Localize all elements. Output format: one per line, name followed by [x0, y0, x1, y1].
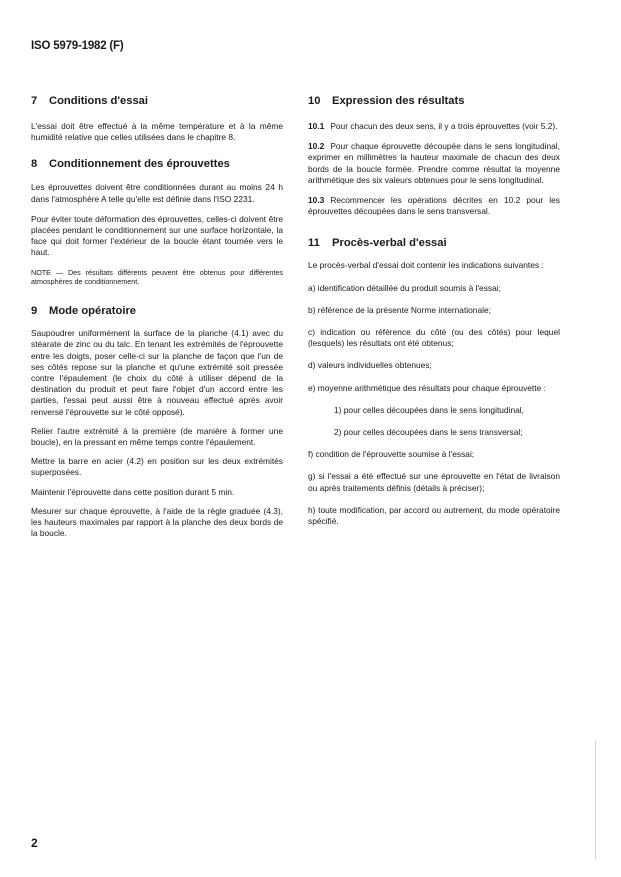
- margin-rule: [595, 740, 596, 860]
- report-item-f: f) condition de l'éprouvette soumise à l'essai;: [308, 449, 475, 460]
- left-column: [31, 94, 283, 539]
- section-8-paragraph-1: Les éprouvettes doivent être conditionnées durant au moins 24 h dans l'atmosphère A telle qu'elle est définie dans l'ISO 2231.: [31, 182, 283, 204]
- report-item-b: b) référence de la présente Norme internationale;: [308, 304, 491, 315]
- section-8-note: NOTE — Des résultats différents peuvent être obtenus pour différentes atmosphères de conditionnement.: [31, 267, 283, 287]
- section-7-heading: [31, 94, 283, 108]
- section-7-title: Conditions d'essai: [49, 95, 149, 107]
- report-item-e-1: 1) pour celles découpées dans le sens longitudinal,: [334, 404, 524, 415]
- right-column: [308, 94, 560, 527]
- report-item-e: e) moyenne arithmétique des résultats pour chaque éprouvette :: [308, 382, 546, 393]
- section-8-title: Conditionnement des éprouvettes: [49, 158, 230, 171]
- section-9-paragraph-4: Maintenir l'éprouvette dans cette position durant 5 min.: [31, 486, 235, 497]
- report-item-h: h) toute modification, par accord ou autrement, du mode opératoire spécifié.: [308, 504, 560, 527]
- section-11-intro: Le procès-verbal d'essai doit contenir les indications suivantes :: [308, 260, 544, 271]
- report-item-c: c) indication ou référence du côté (ou des côtés) pour lequel (lesquels) les résultats ont été obtenus;: [308, 327, 560, 349]
- report-item-a: a) identification détaillée du produit soumis à l'essai;: [308, 282, 501, 293]
- section-8-paragraph-2: Pour éviter toute déformation des éprouvettes, celles-ci doivent être placées pendant le conditionnement sur une surface horizontale, la face qui doit former l'extérieur de la boucle étant tournée vers le haut.: [31, 213, 283, 258]
- page-number: 2: [31, 836, 38, 850]
- document-header: ISO 5979-1982 (F): [31, 40, 124, 52]
- section-11-title: Procès-verbal d'essai: [332, 237, 447, 250]
- report-item-e-2: 2) pour celles découpées dans le sens transversal;: [334, 427, 523, 438]
- subsection-10-1-text: Pour chacun des deux sens, il y a trois éprouvettes (voir 5.2).: [330, 121, 558, 131]
- section-9-paragraph-1: Saupoudrer uniformément la surface de la planche (4.1) avec du stéarate de zinc ou du talc. En tenant les extrémités de l'éprouvette entre les doigts, poser celle-ci sur la planche de façon que l'un de ses côtés repose sur la planche et qu'une extrémité soit pressée contre l'épaulement (le choix du côté à utiliser dépend de la destination du produit et peut faire l'objet d'un accord entre les parties, l'essai peut aussi être à nouveau effectué après avoir renversé l'éprouvette sur le côté opposé).: [31, 328, 283, 417]
- subsection-10-2-text: Pour chaque éprouvette découpée dans le sens longitudinal, exprimer en millimètres la hauteur maximale de chacun des deux bords de la boucle formée. Prendre comme résultat la moyenne arithmétique des six valeurs obtenues pour le sens longitudinal.: [308, 141, 560, 185]
- section-9-number: 9: [31, 305, 38, 318]
- section-10-title: Expression des résultats: [332, 95, 465, 107]
- section-8-number: 8: [31, 158, 38, 171]
- report-item-d: d) valeurs individuelles obtenues;: [308, 360, 432, 371]
- subsection-10-1-number: 10.1: [308, 121, 325, 131]
- section-9-paragraph-2: Relier l'autre extrémité à la première (de manière à former une boucle), en la pressant en même temps contre l'épaulement.: [31, 425, 283, 448]
- section-8-heading: [31, 157, 283, 171]
- section-9-paragraph-3: Mettre la barre en acier (4.2) en position sur les deux extrémités superposées.: [31, 456, 283, 478]
- subsection-10-2: [308, 141, 560, 186]
- section-9-paragraph-5: Mesurer sur chaque éprouvette, à l'aide de la règle graduée (4.3), les hauteurs maximales par rapport à la planche des deux bords de la boucle.: [31, 505, 283, 539]
- section-11-heading: [308, 236, 560, 250]
- subsection-10-3-text: Recommencer les opérations décrites en 10.2 pour les éprouvettes découpées dans le sens transversal.: [308, 195, 560, 217]
- section-7-paragraph: L'essai doit être effectué à la même température et à la même humidité relative que celles utilisées dans le chapitre 8.: [31, 121, 283, 143]
- section-7-number: 7: [31, 95, 38, 107]
- section-10-number: 10: [308, 95, 321, 107]
- section-9-title: Mode opératoire: [49, 305, 137, 318]
- subsection-10-2-number: 10.2: [308, 141, 325, 152]
- section-11-number: 11: [308, 237, 320, 250]
- section-9-heading: [31, 304, 283, 318]
- report-item-g: g) si l'essai a été effectué sur une éprouvette en l'état de livraison ou après traitements définis (détails à préciser);: [308, 471, 560, 493]
- subsection-10-1: [308, 121, 560, 132]
- subsection-10-3: [308, 195, 560, 217]
- subsection-10-3-number: 10.3: [308, 195, 325, 206]
- section-10-heading: [308, 94, 560, 108]
